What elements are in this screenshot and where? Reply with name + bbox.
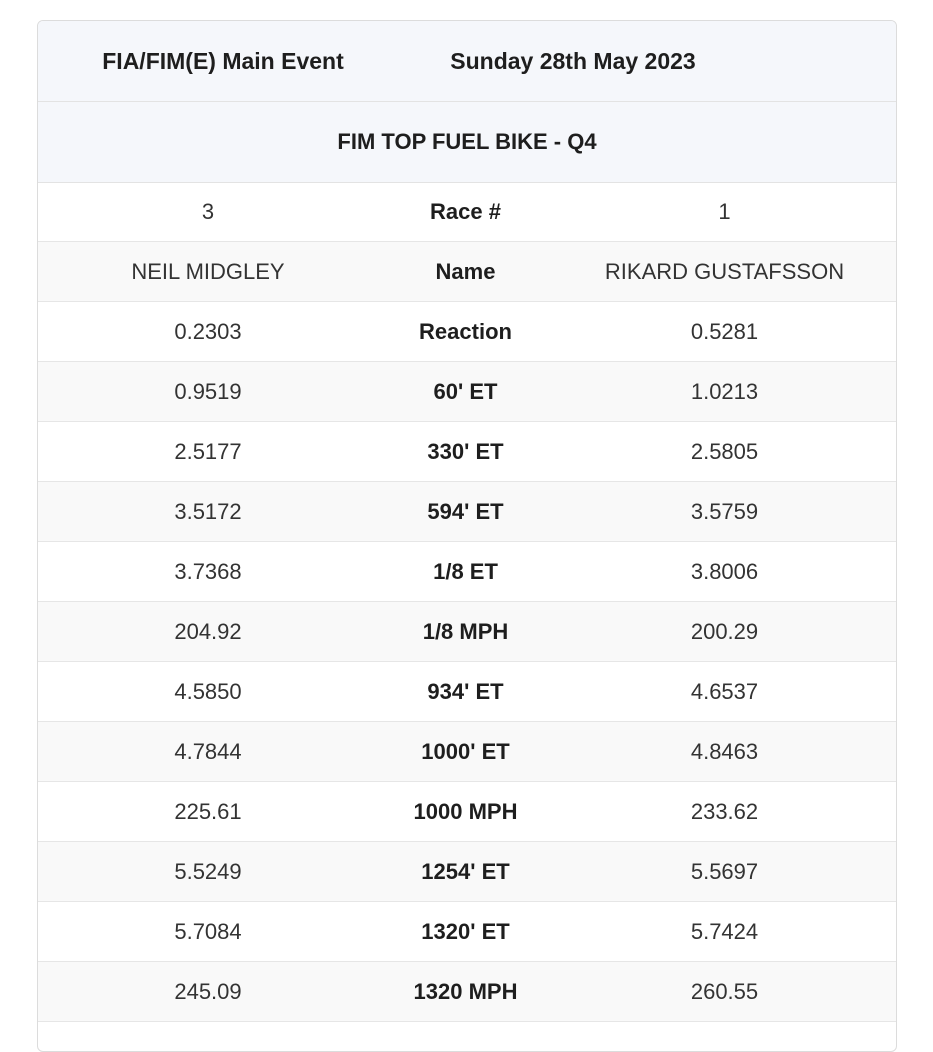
lane-left-value: 2.5177 [174,438,242,464]
lane-right-value: RIKARD GUSTAFSSON [604,258,845,284]
results-card [37,20,897,1052]
lane-left-value: 4.5850 [174,678,242,704]
class-title: FIM TOP FUEL BIKE - Q4 [38,102,896,183]
lane-right-value: 5.7424 [690,918,759,944]
row-label: 1000 MPH [413,798,518,824]
results-table [38,183,896,1022]
lane-right-value: 260.55 [690,978,759,1004]
row-label: Reaction [419,318,512,344]
table-row [38,962,896,1022]
table-row [38,242,896,302]
lane-left-value: 225.61 [174,798,242,824]
lane-left-value: 5.7084 [174,918,242,944]
lane-left-value: 0.2303 [174,318,242,344]
row-label: 1320 MPH [413,978,518,1004]
lane-left-value: 3.5172 [174,498,242,524]
table-row [38,362,896,422]
row-label: 594' ET [427,498,504,524]
row-label: 1000' ET [421,738,510,764]
row-label: Name [435,258,496,284]
table-row [38,602,896,662]
table-row [38,782,896,842]
row-label: 1254' ET [421,858,510,884]
lane-right-value: 0.5281 [690,318,759,344]
lane-left-value: 0.9519 [174,378,242,404]
lane-right-value: 3.5759 [690,498,759,524]
table-row [38,302,896,362]
table-row [38,662,896,722]
event-name: FIA/FIM(E) Main Event [102,47,344,74]
table-row [38,722,896,782]
row-label: 1320' ET [421,918,510,944]
lane-right-value: 5.5697 [690,858,759,884]
table-row [38,183,896,242]
lane-right-value: 1 [718,199,731,224]
lane-right-value: 1.0213 [690,378,759,404]
lane-right-value: 3.8006 [690,558,759,584]
lane-left-value: 245.09 [174,978,242,1004]
table-row [38,482,896,542]
row-label: Race # [430,199,501,224]
row-label: 330' ET [427,438,504,464]
lane-right-value: 200.29 [690,618,759,644]
lane-right-value: 4.8463 [690,738,759,764]
row-label: 1/8 ET [433,558,498,584]
lane-left-value: 4.7844 [174,738,242,764]
event-date: Sunday 28th May 2023 [450,47,696,74]
lane-right-value: 2.5805 [690,438,759,464]
lane-right-value: 233.62 [690,798,759,824]
table-row [38,902,896,962]
lane-left-value: 5.5249 [174,858,242,884]
lane-left-value: 204.92 [174,618,242,644]
lane-left-value: 3 [201,199,215,224]
row-label: 60' ET [433,378,498,404]
event-header [38,21,896,102]
row-label: 1/8 MPH [422,618,509,644]
lane-left-value: 3.7368 [174,558,242,584]
row-label: 934' ET [427,678,504,704]
table-row [38,842,896,902]
table-row [38,542,896,602]
table-row [38,422,896,482]
lane-left-value: NEIL MIDGLEY [131,258,285,284]
lane-right-value: 4.6537 [690,678,759,704]
